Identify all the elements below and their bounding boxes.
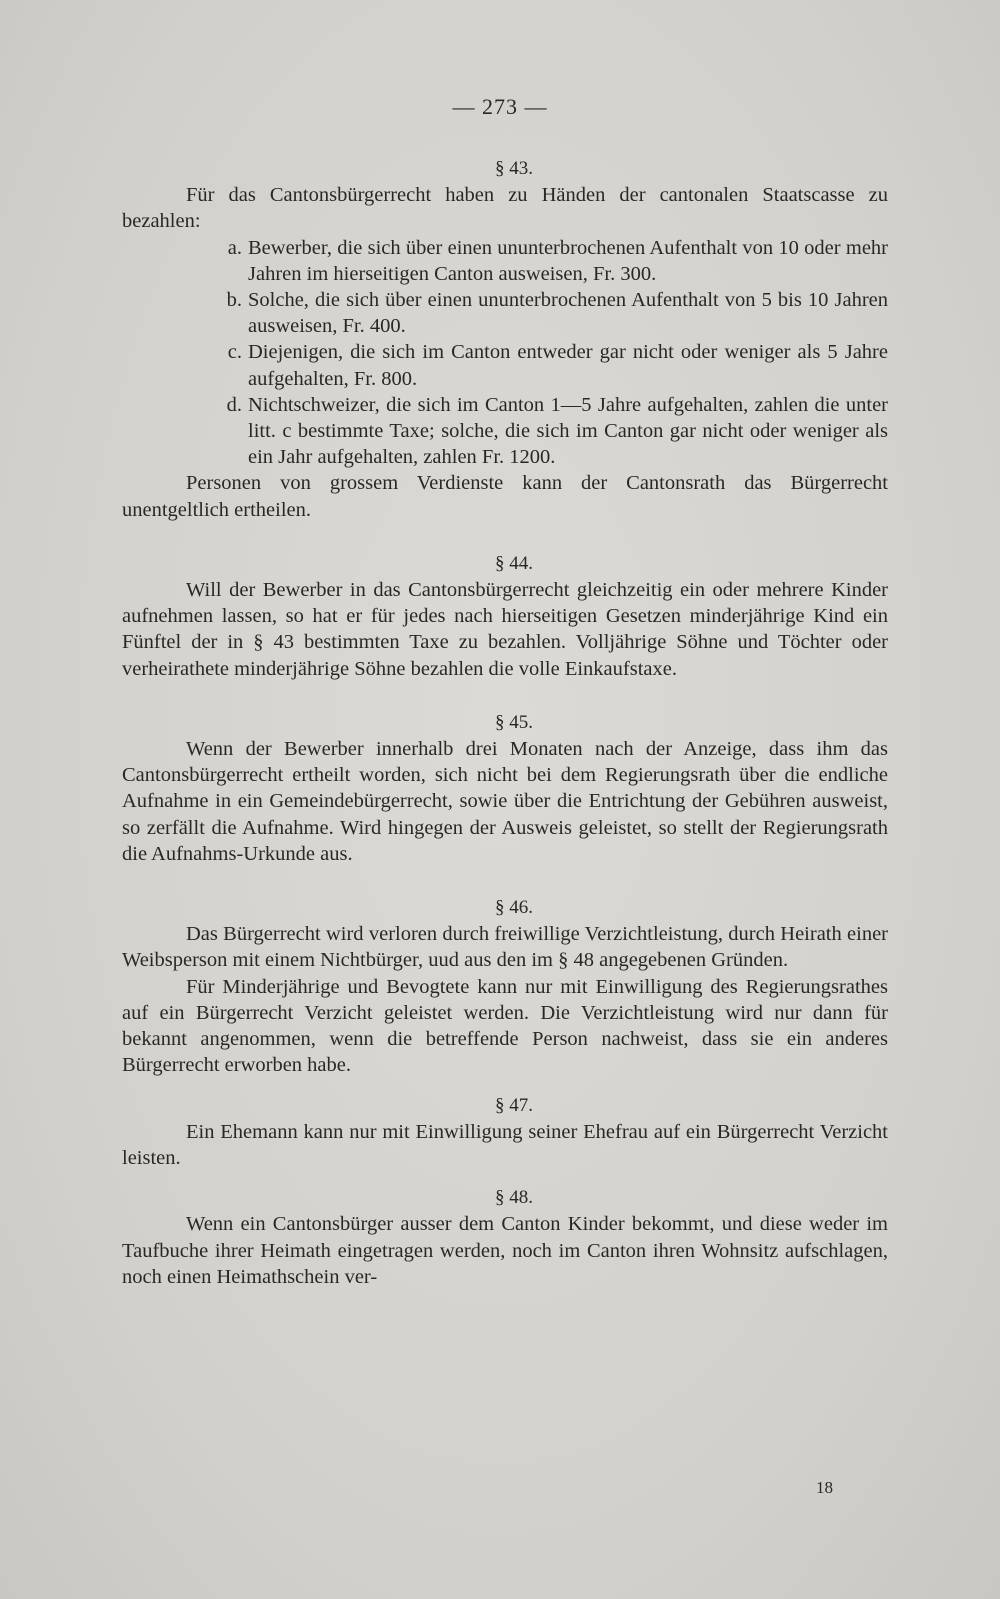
section-46-text-1: Das Bürgerrecht wird verloren durch freiwillige Verzichtleistung, durch Heirath einer Weibsperson mit einem Nichtbürger, uud aus den im § 48 angegebenen Gründen. <box>122 923 888 972</box>
section-46-text-2: Für Minderjährige und Bevogtete kann nur mit Einwilligung des Regierungsrathes auf ein Bürgerrecht Verzicht geleistet werden. Die Verzichtleistung wird nur dann für bekannt angenommen, wenn die betreffende Person nachweist, dass sie ein anderes Bürgerrecht erworben habe. <box>122 975 888 1077</box>
section-43-intro: Für das Cantonsbürgerrecht haben zu Händen der cantonalen Staatscasse zu bezahlen: <box>122 184 888 233</box>
list-item-label: c. <box>227 341 242 364</box>
list-item-a <box>122 235 888 287</box>
signature-mark: 18 <box>816 1478 833 1497</box>
page-number: — 273 — <box>452 94 548 119</box>
list-item-b <box>122 287 888 339</box>
section-44-text: Will der Bewerber in das Cantonsbürgerrecht gleichzeitig ein oder mehrere Kinder aufnehmen lassen, so hat er für jedes nach hierseitigen Gesetzen minderjährige Kind ein Fünftel der in § 43 bestimmten Taxe zu bezahlen. Volljährige Söhne und Töchter oder verheirathete minderjährige Söhne bezahlen die volle Einkaufstaxe. <box>122 579 888 680</box>
section-47-text: Ein Ehemann kann nur mit Einwilligung seiner Ehefrau auf ein Bürgerrecht Verzicht leisten. <box>122 1120 888 1169</box>
list-item-d <box>122 392 888 471</box>
section-heading-47: § 47. <box>495 1094 533 1116</box>
list-item-text: Nichtschweizer, die sich im Canton 1—5 Jahre aufgehalten, zahlen die unter litt. c bestimmte Taxe; solche, die sich im Canton gar nicht oder weniger als ein Jahr aufgehalten, zahlen Fr. 1200. <box>248 393 888 469</box>
list-item-c <box>122 339 888 391</box>
list-item-text: Diejenigen, die sich im Canton entweder gar nicht oder weniger als 5 Jahre aufgehalten, Fr. 800. <box>248 341 888 390</box>
section-heading-46: § 46. <box>495 897 533 919</box>
list-item-label: d. <box>226 393 242 416</box>
section-48-text: Wenn ein Cantonsbürger ausser dem Canton Kinder bekommt, und diese weder im Taufbuche ihrer Heimath eingetragen werden, noch im Canton ihren Wohnsitz aufschlagen, noch einen Heimathschein ver- <box>122 1213 888 1288</box>
list-item-label: b. <box>226 289 242 312</box>
section-45-text: Wenn der Bewerber innerhalb drei Monaten nach der Anzeige, dass ihm das Cantonsbürgerrecht ertheilt worden, sich nicht bei dem Regierungsrath über die endliche Aufnahme in ein Gemeindebürgerrecht, sowie über die Entrichtung der Gebühren ausweist, so zerfällt die Aufnahme. Wird hingegen der Ausweis geleistet, so stellt der Regierungsrath die Aufnahms-Urkunde aus. <box>122 738 888 865</box>
section-heading-45: § 45. <box>495 711 533 733</box>
list-item-text: Bewerber, die sich über einen ununterbrochenen Aufenthalt von 10 oder mehr Jahren im hierseitigen Canton ausweisen, Fr. 300. <box>248 236 888 285</box>
section-heading-44: § 44. <box>495 552 533 574</box>
section-43-closing: Personen von grossem Verdienste kann der Cantonsrath das Bürgerrecht unentgeltlich ertheilen. <box>122 472 888 521</box>
document-body <box>122 156 888 1290</box>
section-heading-48: § 48. <box>495 1187 533 1209</box>
section-heading-43: § 43. <box>495 158 533 179</box>
list-item-text: Solche, die sich über einen ununterbrochenen Aufenthalt von 5 bis 10 Jahren ausweisen, Fr. 400. <box>248 289 888 338</box>
list-item-label: a. <box>227 236 242 259</box>
